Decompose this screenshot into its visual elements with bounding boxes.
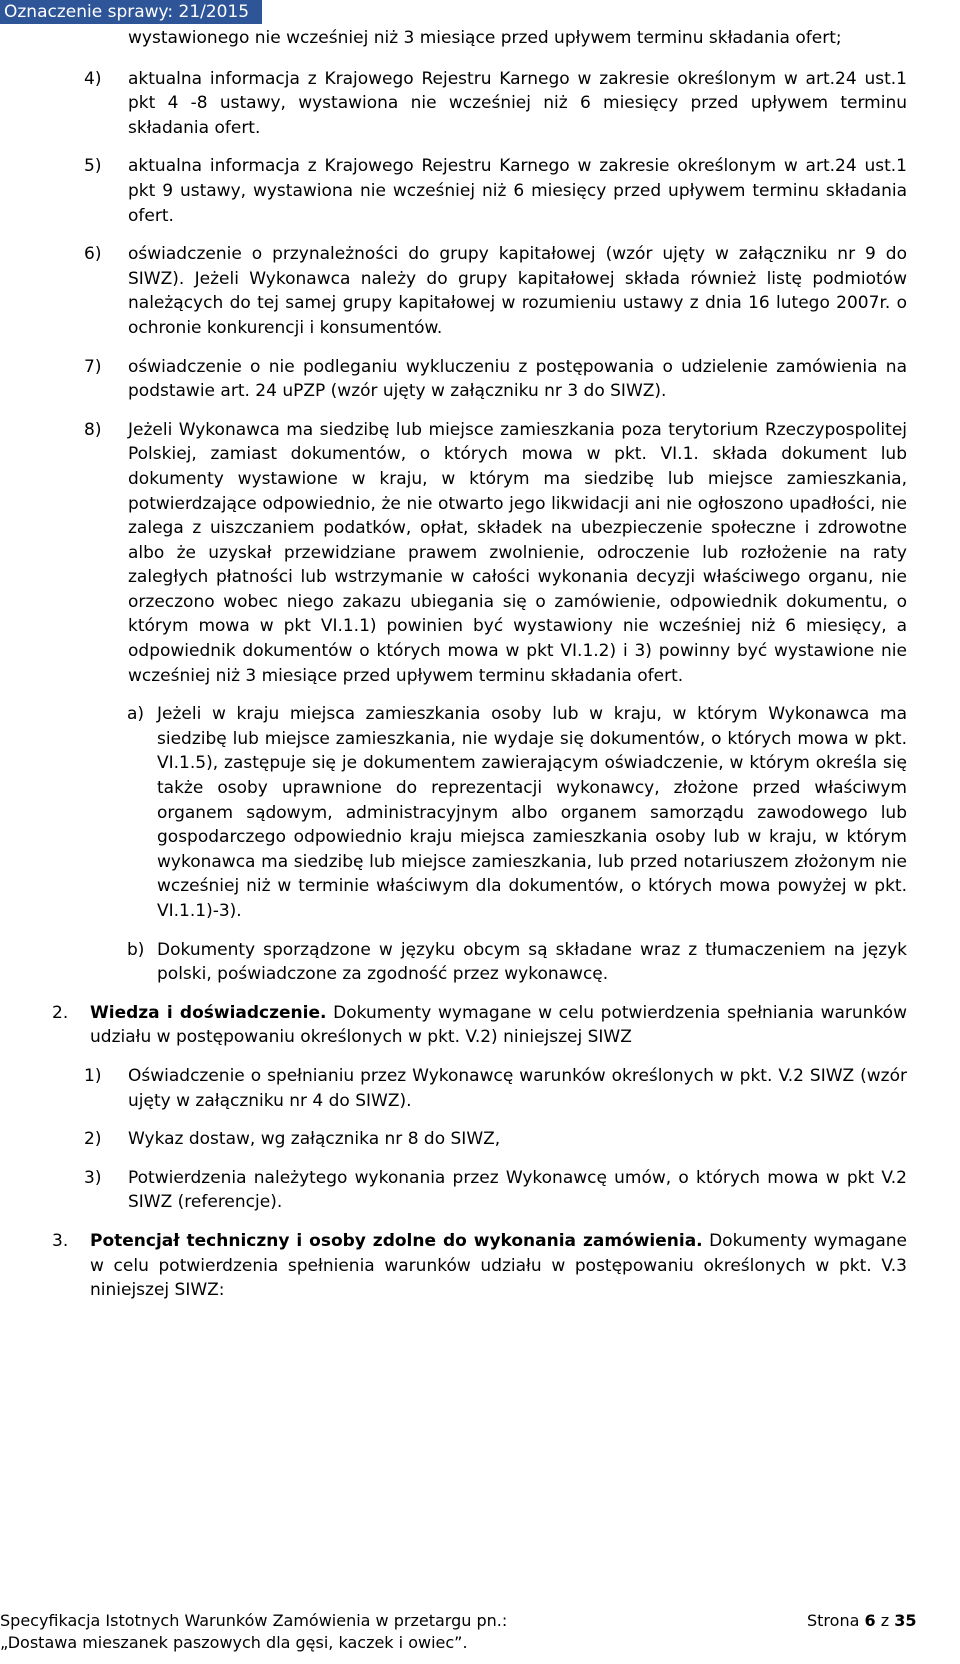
list-letter: a): [127, 704, 145, 725]
section-text: [90, 1229, 907, 1303]
list-item-text: Potwierdzenia należytego wykonania przez Wykonawcę umów, o których mowa w pkt V.2 SIWZ (referencje).: [128, 1167, 907, 1213]
list-number: 3): [84, 1167, 102, 1188]
section-2-item-1: [0, 1064, 960, 1113]
sub-item-a: [0, 702, 960, 923]
list-item-text: Jeżeli Wykonawca ma siedzibę lub miejsce zamieszkania poza terytorium Rzeczypospolitej Polskiej, zamiast dokumentów, o których mowa w pkt. VI.1. składa dokument lub dokumenty wystawione w kraju, w którym ma siedzibę lub miejsce zamieszkania, potwierdzające odpowiednio, że nie otwarto jego likwidacji ani nie ogłoszono upadłości, nie zalega z uiszczaniem podatków, opłat, składek na ubezpieczenie społeczne i zdrowotne albo że uzyskał przewidziane prawem zwolnienie, odroczenie lub rozłożenie na raty zaległych płatności lub wstrzymanie w całości wykonania decyzji właściwego organu, nie orzeczono wobec niego zakazu ubiegania się o zamówienie, odpowiednik dokumentu, o którym mowa w pkt VI.1.1) powinien być wystawiony nie wcześniej niż 6 miesięcy, a odpowiednik dokumentów o których mowa w pkt VI.1.2) i 3) powinny być wystawione nie wcześniej niż 3 miesiące przed upływem terminu składania ofert.: [128, 419, 907, 686]
continuation-text: wystawionego nie wcześniej niż 3 miesiące przed upływem terminu składania ofert;: [128, 28, 842, 48]
list-item-text: Oświadczenie o spełnianiu przez Wykonawcę warunków określonych w pkt. V.2 SIWZ (wzór ujęty w załączniku nr 4 do SIWZ).: [128, 1065, 907, 1111]
section-body: Dokumenty wymagane w celu potwierdzenia spełnienia warunków udziału w postępowaniu określonych w pkt. V.3 niniejszej SIWZ:: [90, 1230, 907, 1301]
page-separator: z: [875, 1611, 895, 1630]
section-2-item-3: [0, 1166, 960, 1215]
section-title: Wiedza i doświadczenie.: [90, 1002, 327, 1023]
list-item-text: aktualna informacja z Krajowego Rejestru Karnego w zakresie określonym w art.24 ust.1 pkt 9 ustawy, wystawiona nie wcześniej niż 6 miesięcy przed upływem terminu składania ofert.: [128, 156, 907, 226]
list-item-text: oświadczenie o nie podleganiu wykluczeniu z postępowania o udzielenie zamówienia na podstawie art. 24 uPZP (wzór ujęty w załączniku nr 3 do SIWZ).: [128, 356, 907, 402]
section-number: 2.: [52, 1002, 69, 1023]
sub-item-text: Dokumenty sporządzone w języku obcym są składane wraz z tłumaczeniem na język polski, poświadczone za zgodność przez wykonawcę.: [157, 939, 907, 985]
section-body: Dokumenty wymagane w celu potwierdzenia spełniania warunków udziału w postępowaniu określonych w pkt. V.2) niniejszej SIWZ: [90, 1002, 907, 1048]
list-item-6: [0, 242, 960, 340]
list-item-text: oświadczenie o przynależności do grupy kapitałowej (wzór ujęty w załączniku nr 9 do SIWZ). Jeżeli Wykonawca należy do grupy kapitałowej składa również listę podmiotów należących do tej samej grupy kapitałowej w rozumieniu ustawy z dnia 16 lutego 2007r. o ochronie konkurencji i konsumentów.: [128, 244, 907, 338]
list-number: 7): [84, 356, 102, 377]
footer-subject-line: „Dostawa mieszanek paszowych dla gęsi, kaczek i owiec”.: [0, 1633, 468, 1652]
section-number: 3.: [52, 1230, 69, 1251]
list-number: 4): [84, 68, 102, 89]
section-title: Potencjał techniczny i osoby zdolne do wykonania zamówienia.: [90, 1230, 703, 1251]
section-3: [0, 1229, 960, 1303]
case-label: Oznaczenie sprawy: 21/2015: [0, 0, 262, 24]
list-number: 2): [84, 1129, 102, 1150]
page-number: [807, 1610, 916, 1632]
list-number: 8): [84, 419, 102, 440]
section-2-item-2: [0, 1127, 960, 1152]
page-total: 35: [894, 1611, 917, 1630]
list-item-text: aktualna informacja z Krajowego Rejestru Karnego w zakresie określonym w art.24 ust.1 pkt 4 -8 ustawy, wystawiona nie wcześniej niż 6 miesięcy przed upływem terminu składania ofert.: [128, 68, 907, 138]
list-letter: b): [127, 939, 145, 960]
page-current: 6: [864, 1611, 876, 1630]
sub-item-text: Jeżeli w kraju miejsca zamieszkania osoby lub w kraju, w którym Wykonawca ma siedzibę lub miejsce zamieszkania, nie wydaje się dokumentów, o których mowa w pkt. VI.1.5), zastępuje się je dokumentem zawierającym oświadczenie, w którym określa się także osoby uprawnione do reprezentacji wykonawcy, złożone przed właściwym organem sądowym, administracyjnym albo organem samorządu zawodowego lub gospodarczego odpowiednio kraju miejsca zamieszkania osoby lub w kraju, w którym wykonawca ma siedzibę lub miejsce zamieszkania, lub przed notariuszem złożonym nie wcześniej niż w terminie właściwym dla dokumentów, o których mowa powyżej w pkt. VI.1.1)-3).: [157, 704, 907, 921]
list-item-4: [0, 67, 960, 141]
list-item-text: Wykaz dostaw, wg załącznika nr 8 do SIWZ,: [128, 1129, 501, 1150]
list-item-8: [0, 418, 960, 689]
list-number: 1): [84, 1065, 102, 1086]
section-text: [90, 1001, 907, 1050]
list-number: 6): [84, 244, 102, 265]
document-body: [0, 26, 960, 1303]
sub-item-b: [0, 938, 960, 987]
list-item-5: [0, 154, 960, 228]
list-item-7: [0, 355, 960, 404]
list-number: 5): [84, 156, 102, 177]
footer-title-line: Specyfikacja Istotnych Warunków Zamówienia w przetargu pn.:: [0, 1611, 508, 1630]
page-prefix: Strona: [807, 1611, 865, 1630]
section-2: [0, 1001, 960, 1050]
